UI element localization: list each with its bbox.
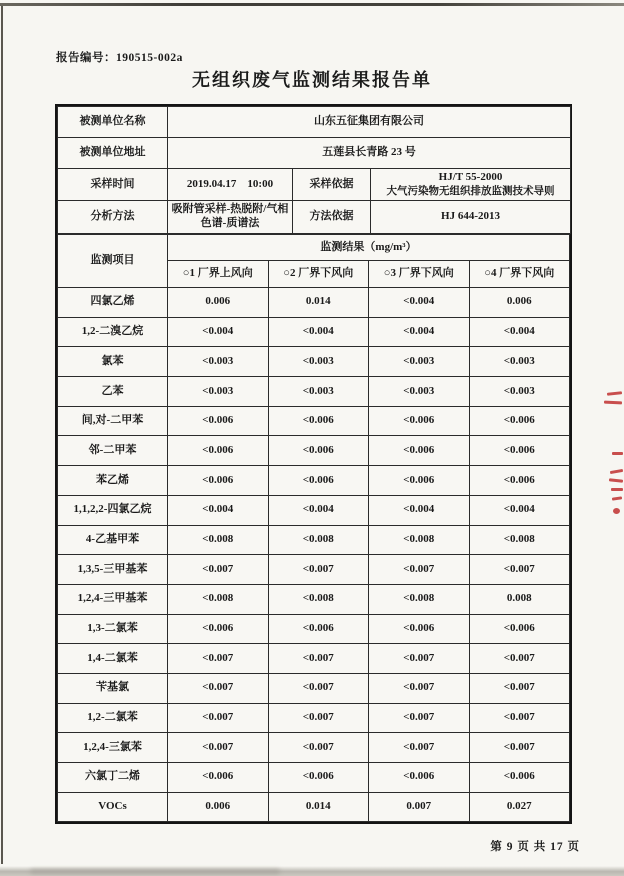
result-value: <0.003 xyxy=(369,347,470,377)
table-row xyxy=(58,584,570,614)
result-value: <0.007 xyxy=(469,733,570,763)
result-value: <0.007 xyxy=(369,733,470,763)
item-name: 1,1,2,2-四氯乙烷 xyxy=(58,495,168,525)
result-value: <0.006 xyxy=(268,436,369,466)
item-name: 邻-二甲苯 xyxy=(58,436,168,466)
result-value: <0.003 xyxy=(168,347,269,377)
result-value: <0.007 xyxy=(168,644,269,674)
result-value: <0.006 xyxy=(369,763,470,793)
unit-name-label: 被测单位名称 xyxy=(58,107,168,138)
method-basis-label: 方法依据 xyxy=(293,201,371,234)
item-name: 苯乙烯 xyxy=(58,466,168,496)
table-row xyxy=(58,495,570,525)
result-value: 0.006 xyxy=(168,792,269,822)
result-value: <0.004 xyxy=(369,317,470,347)
result-value: <0.008 xyxy=(268,584,369,614)
sampling-basis-line2: 大气污染物无组织排放监测技术导则 xyxy=(386,185,555,197)
result-value: 0.008 xyxy=(469,584,570,614)
results-table xyxy=(57,234,570,822)
result-value: <0.007 xyxy=(469,703,570,733)
table-row xyxy=(58,733,570,763)
item-name: 1,2,4-三氯苯 xyxy=(58,733,168,763)
result-value: <0.007 xyxy=(469,555,570,585)
result-value: <0.007 xyxy=(268,555,369,585)
report-number-label: 报告编号： xyxy=(56,52,116,64)
result-value: <0.006 xyxy=(469,614,570,644)
result-value: <0.008 xyxy=(168,584,269,614)
sampling-time-label: 采样时间 xyxy=(58,169,168,201)
red-ink-mark xyxy=(613,508,620,514)
item-name: 间,对-二甲苯 xyxy=(58,406,168,436)
result-value: <0.006 xyxy=(469,436,570,466)
sampling-basis-line1: HJ/T 55-2000 xyxy=(438,171,503,184)
result-value: <0.004 xyxy=(369,495,470,525)
result-value: <0.006 xyxy=(369,406,470,436)
result-value: <0.007 xyxy=(469,644,570,674)
item-name: 4-乙基甲苯 xyxy=(58,525,168,555)
result-value: <0.004 xyxy=(168,495,269,525)
item-name: 1,4-二氯苯 xyxy=(58,644,168,674)
result-value: <0.008 xyxy=(369,525,470,555)
report-number-value: 190515-002a xyxy=(116,52,183,64)
result-value: <0.003 xyxy=(268,347,369,377)
table-row xyxy=(58,235,570,261)
result-value: <0.006 xyxy=(369,466,470,496)
result-value: <0.006 xyxy=(469,466,570,496)
table-row xyxy=(58,347,570,377)
result-value: <0.004 xyxy=(268,317,369,347)
result-value: 0.014 xyxy=(268,288,369,318)
result-units-header: 监测结果（mg/m³） xyxy=(168,235,570,261)
item-name: VOCs xyxy=(58,792,168,822)
report-table xyxy=(55,104,572,824)
table-row xyxy=(58,107,571,138)
analysis-method-value: 吸附管采样-热脱附/气相色谱-质谱法 xyxy=(168,201,293,234)
result-value: <0.007 xyxy=(268,733,369,763)
result-value: <0.007 xyxy=(268,703,369,733)
table-row xyxy=(58,792,570,822)
table-row xyxy=(58,703,570,733)
result-value: <0.004 xyxy=(469,317,570,347)
item-column-header: 监测项目 xyxy=(58,235,168,288)
result-value: <0.007 xyxy=(469,673,570,703)
column-header-3: ○3 厂界下风向 xyxy=(369,261,470,288)
result-value: <0.006 xyxy=(369,436,470,466)
result-value: <0.007 xyxy=(168,733,269,763)
item-name: 1,2-二溴乙烷 xyxy=(58,317,168,347)
result-value: <0.006 xyxy=(168,406,269,436)
item-name: 六氯丁二烯 xyxy=(58,763,168,793)
red-ink-mark xyxy=(607,391,622,396)
item-name: 氯苯 xyxy=(58,347,168,377)
result-value: 0.027 xyxy=(469,792,570,822)
scan-edge-top xyxy=(0,3,624,6)
result-value: <0.006 xyxy=(268,466,369,496)
report-number-line xyxy=(56,49,183,65)
red-ink-mark xyxy=(612,452,623,455)
item-name: 四氯乙烯 xyxy=(58,288,168,318)
item-name: 乙苯 xyxy=(58,377,168,407)
item-name: 苄基氯 xyxy=(58,673,168,703)
table-row xyxy=(58,201,571,234)
table-row xyxy=(58,138,571,169)
result-value: 0.014 xyxy=(268,792,369,822)
sampling-time-value: 2019.04.17 10:00 xyxy=(168,169,293,201)
column-header-4: ○4 厂界下风向 xyxy=(469,261,570,288)
item-name: 1,3,5-三甲基苯 xyxy=(58,555,168,585)
result-value: <0.007 xyxy=(168,703,269,733)
result-value: <0.008 xyxy=(369,584,470,614)
result-value: <0.003 xyxy=(369,377,470,407)
unit-address-value: 五莲县长青路 23 号 xyxy=(168,138,571,169)
result-value: <0.007 xyxy=(369,644,470,674)
table-row xyxy=(58,436,570,466)
table-row xyxy=(58,317,570,347)
table-row xyxy=(58,288,570,318)
method-basis-value: HJ 644-2013 xyxy=(371,201,571,234)
result-value: <0.006 xyxy=(168,466,269,496)
column-header-2: ○2 厂界下风向 xyxy=(268,261,369,288)
result-value: <0.006 xyxy=(168,436,269,466)
result-value: <0.008 xyxy=(168,525,269,555)
scan-smudge xyxy=(30,869,280,874)
result-value: <0.006 xyxy=(268,763,369,793)
red-ink-mark xyxy=(609,478,623,482)
result-value: <0.008 xyxy=(469,525,570,555)
result-value: 0.007 xyxy=(369,792,470,822)
result-value: <0.006 xyxy=(469,406,570,436)
scan-edge-left xyxy=(1,6,3,864)
result-value: <0.003 xyxy=(469,377,570,407)
red-ink-mark xyxy=(611,488,623,491)
result-value: <0.003 xyxy=(268,377,369,407)
result-value: <0.003 xyxy=(469,347,570,377)
red-ink-mark xyxy=(610,469,623,474)
result-value: <0.004 xyxy=(469,495,570,525)
result-value: <0.003 xyxy=(168,377,269,407)
result-value: <0.008 xyxy=(268,525,369,555)
table-row xyxy=(58,406,570,436)
result-value: 0.006 xyxy=(469,288,570,318)
unit-name-value: 山东五征集团有限公司 xyxy=(168,107,571,138)
table-row xyxy=(58,169,571,201)
result-value: <0.007 xyxy=(369,703,470,733)
result-value: <0.004 xyxy=(268,495,369,525)
analysis-method-label: 分析方法 xyxy=(58,201,168,234)
sampling-basis-label: 采样依据 xyxy=(293,169,371,201)
sampling-basis-value xyxy=(371,169,571,201)
result-value: <0.007 xyxy=(268,673,369,703)
result-value: 0.006 xyxy=(168,288,269,318)
table-row xyxy=(58,377,570,407)
red-ink-mark xyxy=(604,401,622,405)
table-row xyxy=(58,673,570,703)
result-value: <0.006 xyxy=(168,763,269,793)
page-number: 第 9 页 共 17 页 xyxy=(490,841,580,853)
result-value: <0.007 xyxy=(369,673,470,703)
result-value: <0.007 xyxy=(268,644,369,674)
table-row xyxy=(58,525,570,555)
unit-address-label: 被测单位地址 xyxy=(58,138,168,169)
result-value: <0.007 xyxy=(369,555,470,585)
item-name: 1,2-二氯苯 xyxy=(58,703,168,733)
table-row xyxy=(58,614,570,644)
result-value: <0.006 xyxy=(469,763,570,793)
item-name: 1,2,4-三甲基苯 xyxy=(58,584,168,614)
result-value: <0.006 xyxy=(168,614,269,644)
column-header-1: ○1 厂界上风向 xyxy=(168,261,269,288)
table-row xyxy=(58,763,570,793)
result-value: <0.006 xyxy=(268,406,369,436)
info-table xyxy=(57,106,571,234)
table-row xyxy=(58,466,570,496)
result-value: <0.006 xyxy=(268,614,369,644)
result-value: <0.007 xyxy=(168,673,269,703)
table-row xyxy=(58,644,570,674)
page-title: 无组织废气监测结果报告单 xyxy=(192,70,432,90)
result-value: <0.007 xyxy=(168,555,269,585)
item-name: 1,3-二氯苯 xyxy=(58,614,168,644)
table-row xyxy=(58,555,570,585)
result-value: <0.004 xyxy=(369,288,470,318)
result-value: <0.004 xyxy=(168,317,269,347)
result-value: <0.006 xyxy=(369,614,470,644)
red-ink-mark xyxy=(612,496,622,500)
